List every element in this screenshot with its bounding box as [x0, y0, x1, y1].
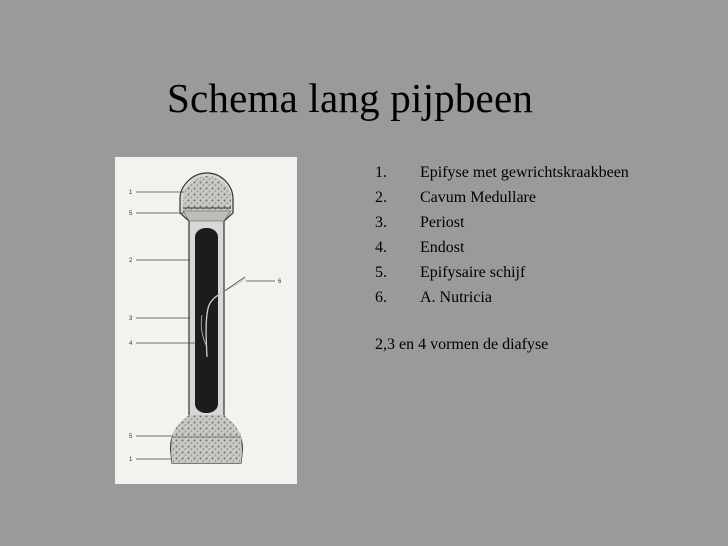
- list-item: [375, 238, 629, 263]
- item-number: 2.: [375, 189, 387, 206]
- item-text: A. Nutricia: [420, 289, 492, 306]
- item-text: Periost: [420, 214, 465, 231]
- lower-epiphysis: [171, 433, 242, 463]
- item-text: Epifyse met gewrichtskraakbeen: [420, 164, 629, 181]
- legend-list: [375, 163, 629, 313]
- diafyse-note: 2,3 en 4 vormen de diafyse: [375, 336, 549, 353]
- label-4: 4: [129, 341, 133, 347]
- lower-metaphysis: [172, 415, 241, 434]
- item-number: 1.: [375, 164, 387, 181]
- label-3: 3: [129, 316, 133, 322]
- list-item: [375, 263, 629, 288]
- bone-diagram: [115, 157, 297, 484]
- label-top-1: 1: [129, 190, 133, 196]
- label-top-5: 5: [129, 211, 133, 217]
- label-bottom-5: 5: [129, 434, 133, 440]
- list-item: [375, 288, 629, 313]
- list-item: [375, 213, 629, 238]
- item-text: Endost: [420, 239, 465, 256]
- list-item: [375, 188, 629, 213]
- label-2: 2: [129, 258, 133, 264]
- upper-growth-plate: [183, 211, 231, 221]
- item-number: 4.: [375, 239, 387, 256]
- item-text: Cavum Medullare: [420, 189, 536, 206]
- item-text: Epifysaire schijf: [420, 264, 526, 281]
- label-bottom-1: 1: [129, 457, 133, 463]
- slide-title: Schema lang pijpbeen: [167, 75, 534, 121]
- label-6: 6: [278, 279, 282, 285]
- item-number: 3.: [375, 214, 387, 231]
- list-item: [375, 163, 629, 188]
- item-number: 6.: [375, 289, 387, 306]
- item-number: 5.: [375, 264, 387, 281]
